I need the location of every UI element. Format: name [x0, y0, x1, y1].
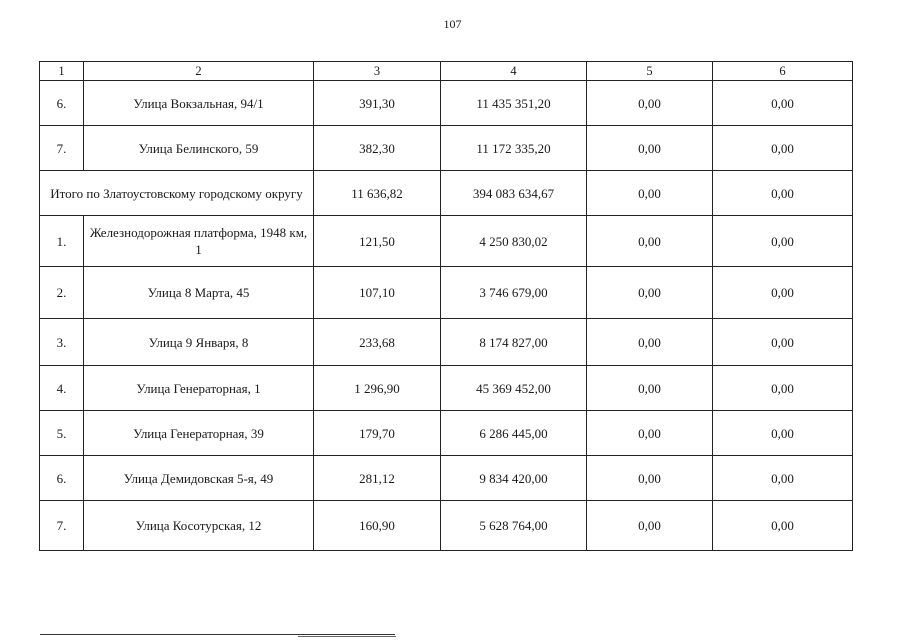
value-cell: 11 172 335,20 [441, 126, 587, 171]
value-cell: 0,00 [587, 501, 713, 551]
value-cell: 11 636,82 [314, 171, 441, 216]
value-cell: 0,00 [713, 81, 853, 126]
column-header: 3 [314, 62, 441, 81]
row-number: 6. [40, 81, 84, 126]
value-cell: 160,90 [314, 501, 441, 551]
value-cell: 4 250 830,02 [441, 216, 587, 267]
value-cell: 0,00 [587, 366, 713, 411]
page-number: 107 [443, 17, 462, 31]
row-number: 1. [40, 216, 84, 267]
address-cell: Улица Демидовская 5-я, 49 [84, 456, 314, 501]
value-cell: 6 286 445,00 [441, 411, 587, 456]
value-cell: 1 296,90 [314, 366, 441, 411]
value-cell: 233,68 [314, 319, 441, 366]
property-table [39, 61, 853, 551]
table-row [40, 501, 853, 551]
address-cell: Улица 8 Марта, 45 [84, 267, 314, 319]
value-cell: 0,00 [587, 126, 713, 171]
value-cell: 0,00 [713, 411, 853, 456]
address-cell: Железнодорожная платформа, 1948 км, 1 [84, 216, 314, 267]
row-number: 7. [40, 126, 84, 171]
footer-rule [40, 634, 395, 635]
value-cell: 281,12 [314, 456, 441, 501]
table-row [40, 456, 853, 501]
value-cell: 0,00 [587, 216, 713, 267]
value-cell: 382,30 [314, 126, 441, 171]
column-header: 4 [441, 62, 587, 81]
value-cell: 0,00 [587, 81, 713, 126]
value-cell: 179,70 [314, 411, 441, 456]
value-cell: 0,00 [713, 366, 853, 411]
value-cell: 0,00 [587, 171, 713, 216]
column-header: 2 [84, 62, 314, 81]
value-cell: 0,00 [713, 171, 853, 216]
table-row [40, 126, 853, 171]
address-cell: Улица Косотурская, 12 [84, 501, 314, 551]
table-row [40, 216, 853, 267]
value-cell: 0,00 [713, 319, 853, 366]
column-header: 5 [587, 62, 713, 81]
address-cell: Улица Генераторная, 1 [84, 366, 314, 411]
value-cell: 107,10 [314, 267, 441, 319]
value-cell: 0,00 [713, 216, 853, 267]
value-cell: 0,00 [587, 411, 713, 456]
value-cell: 0,00 [713, 501, 853, 551]
value-cell: 0,00 [713, 126, 853, 171]
table-row [40, 411, 853, 456]
column-header: 6 [713, 62, 853, 81]
value-cell: 45 369 452,00 [441, 366, 587, 411]
row-number: 7. [40, 501, 84, 551]
row-number: 5. [40, 411, 84, 456]
value-cell: 9 834 420,00 [441, 456, 587, 501]
value-cell: 121,50 [314, 216, 441, 267]
address-cell: Улица 9 Января, 8 [84, 319, 314, 366]
subtotal-row [40, 171, 853, 216]
row-number: 4. [40, 366, 84, 411]
table-row [40, 81, 853, 126]
value-cell: 0,00 [713, 267, 853, 319]
table-row [40, 319, 853, 366]
value-cell: 0,00 [713, 456, 853, 501]
table-row [40, 366, 853, 411]
value-cell: 0,00 [587, 267, 713, 319]
address-cell: Улица Белинского, 59 [84, 126, 314, 171]
value-cell: 11 435 351,20 [441, 81, 587, 126]
row-number: 3. [40, 319, 84, 366]
table-header-row [40, 62, 853, 81]
value-cell: 5 628 764,00 [441, 501, 587, 551]
subtotal-label: Итого по Златоустовскому городскому округу [40, 171, 314, 216]
value-cell: 8 174 827,00 [441, 319, 587, 366]
value-cell: 394 083 634,67 [441, 171, 587, 216]
column-header: 1 [40, 62, 84, 81]
value-cell: 0,00 [587, 319, 713, 366]
table-row [40, 267, 853, 319]
address-cell: Улица Вокзальная, 94/1 [84, 81, 314, 126]
value-cell: 391,30 [314, 81, 441, 126]
value-cell: 0,00 [587, 456, 713, 501]
row-number: 2. [40, 267, 84, 319]
footer-rule [298, 636, 396, 637]
value-cell: 3 746 679,00 [441, 267, 587, 319]
address-cell: Улица Генераторная, 39 [84, 411, 314, 456]
row-number: 6. [40, 456, 84, 501]
